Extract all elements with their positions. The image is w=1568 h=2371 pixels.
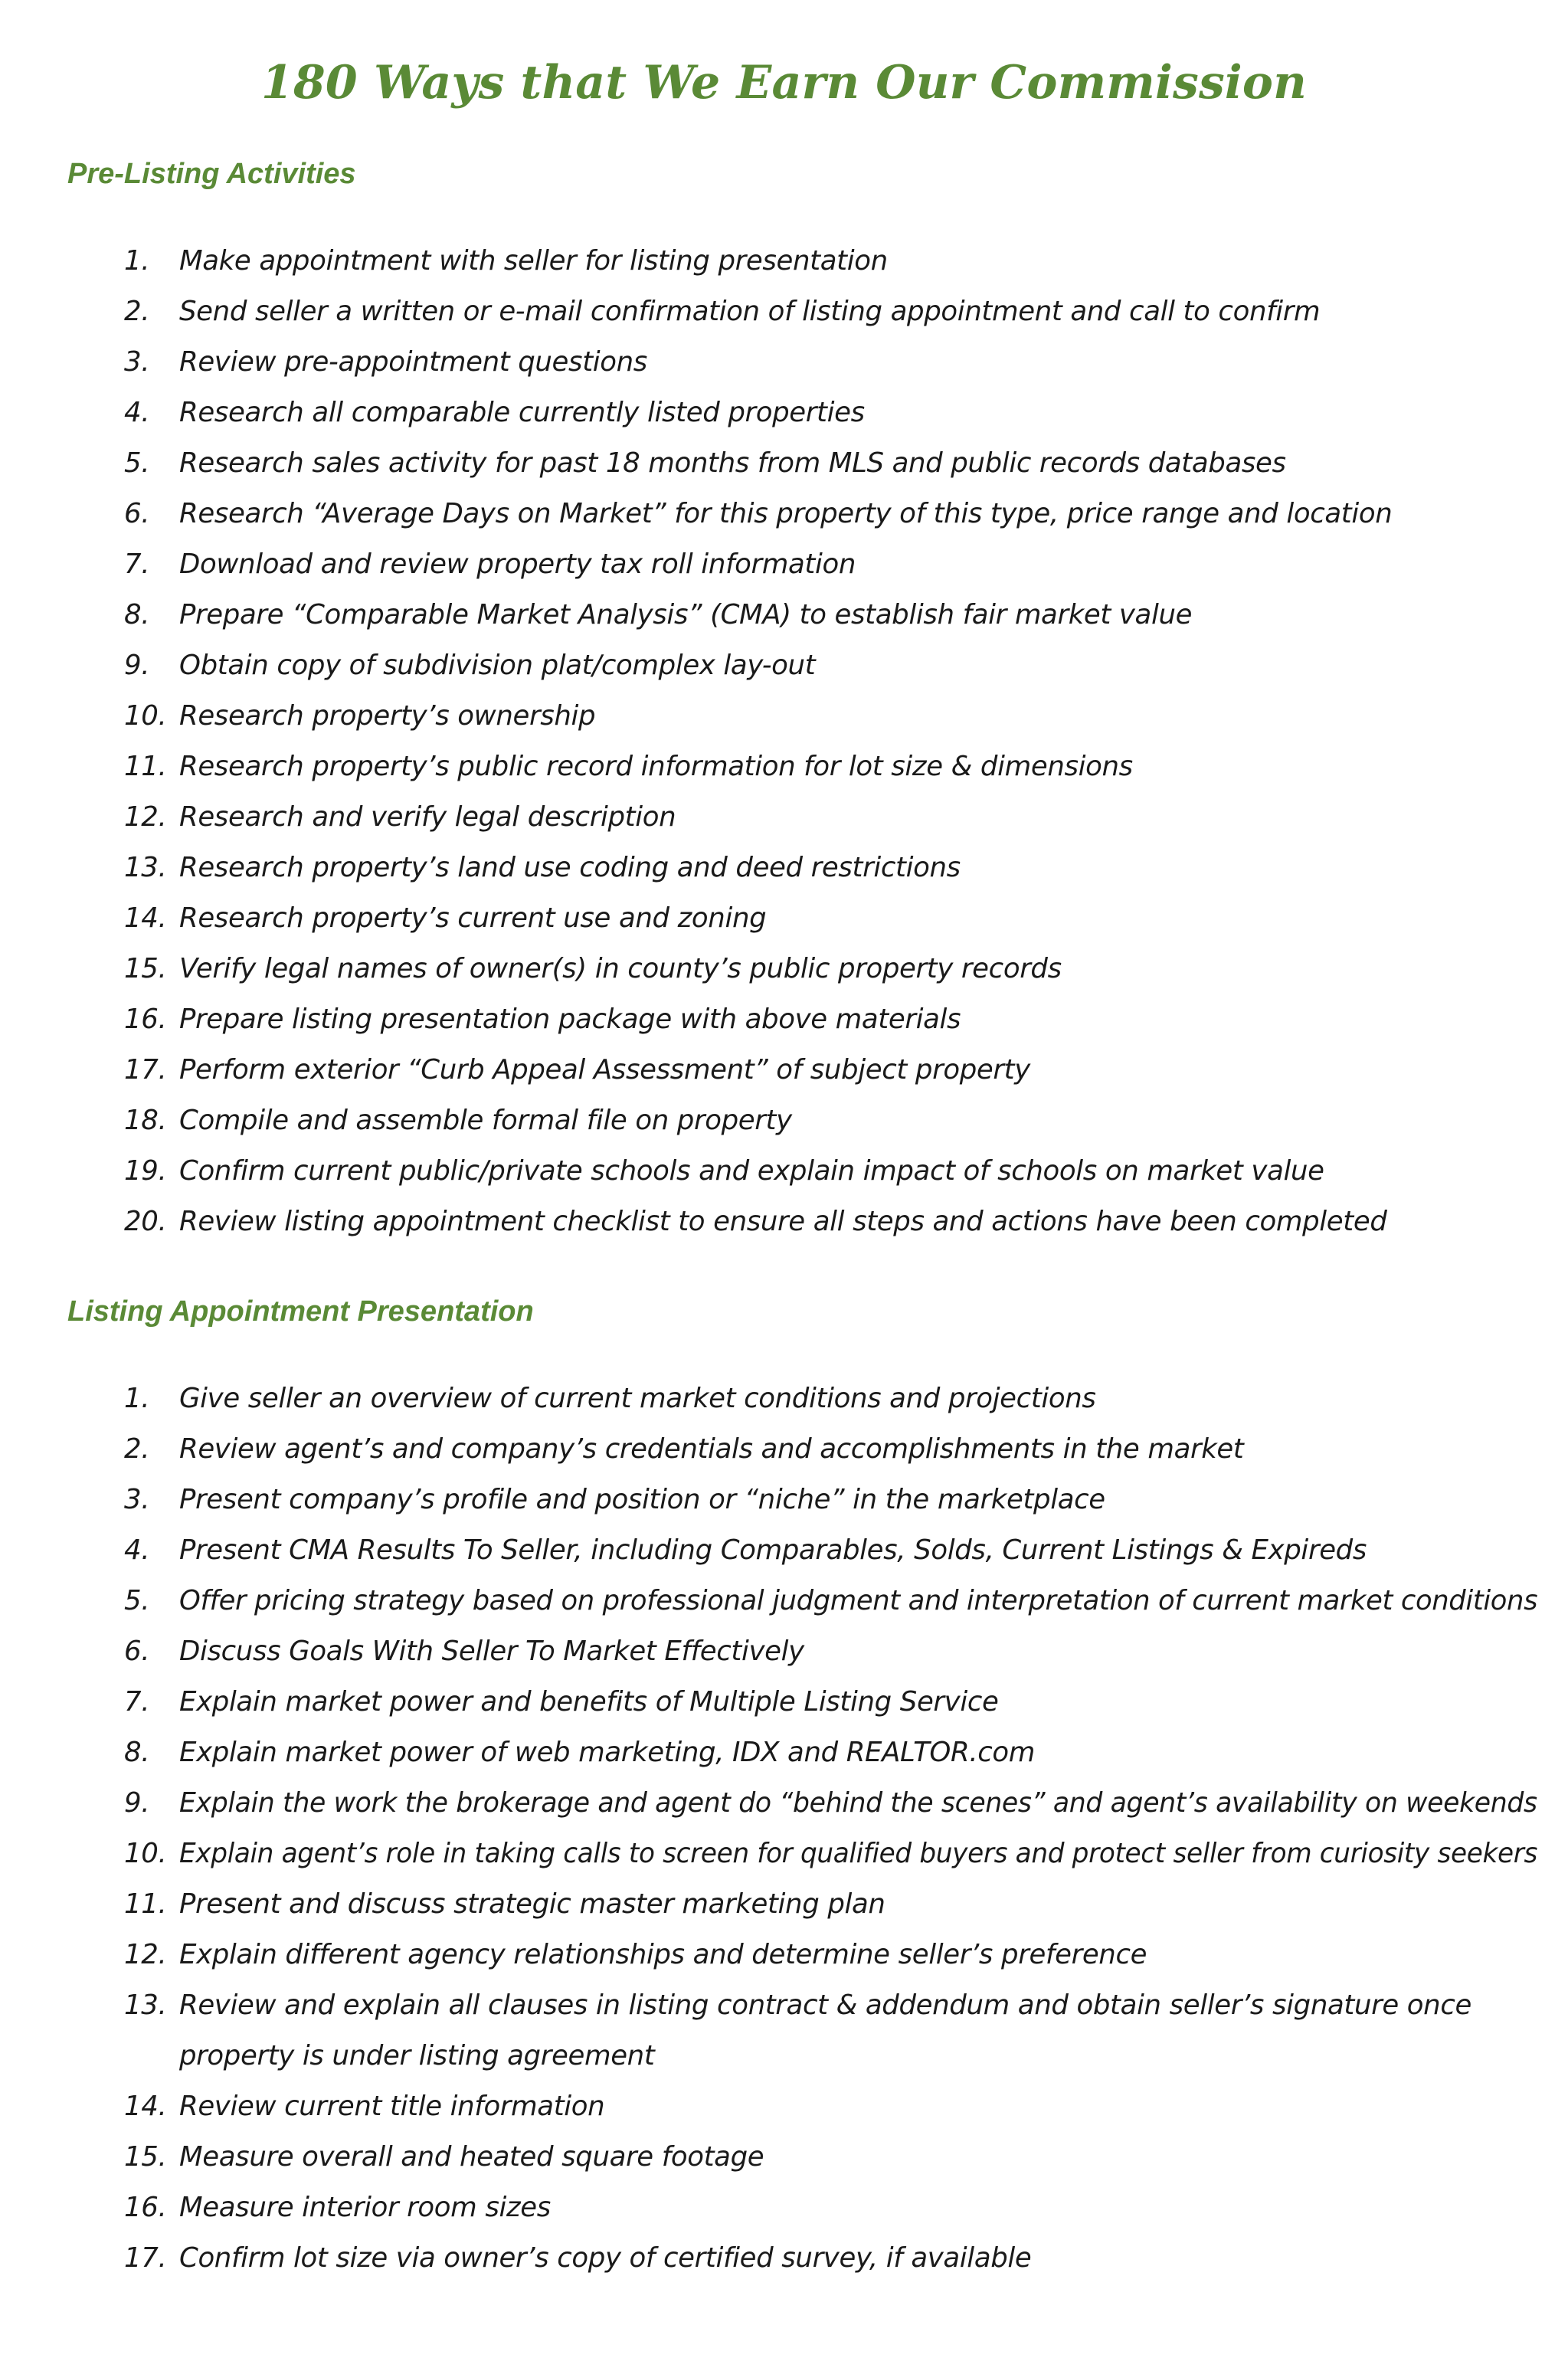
list-item (0, 944, 1568, 994)
list-item (0, 388, 1568, 438)
list-item-number: 12. (124, 801, 167, 833)
list-item-number: 18. (124, 1105, 167, 1136)
list-item-text: Confirm lot size via owner’s copy of certified survey, if available (179, 2242, 1032, 2274)
list-item-text: Review current title information (179, 2091, 605, 2122)
list-item-number: 8. (124, 1737, 150, 1768)
list-item-text: Give seller an overview of current market conditions and projections (179, 1383, 1096, 1414)
list-item-number: 13. (124, 1989, 167, 2021)
list-item-number: 9. (124, 650, 150, 681)
list-item (0, 1879, 1568, 1930)
list-item-text: Explain agent’s role in taking calls to screen for qualified buyers and protect seller from curiosity seekers (179, 1838, 1538, 1869)
list-item (0, 893, 1568, 944)
list-item-text: Obtain copy of subdivision plat/complex lay-out (179, 650, 816, 681)
list-item (0, 236, 1568, 287)
list-item-text: Present and discuss strategic master marketing plan (179, 1888, 885, 1920)
list-item (0, 994, 1568, 1045)
list-item-text: Research property’s public record information for lot size & dimensions (179, 751, 1133, 782)
list-item-number: 15. (124, 2141, 167, 2173)
list-item (0, 1778, 1568, 1829)
list-item-text: Research all comparable currently listed properties (179, 397, 865, 428)
list-item (0, 1930, 1568, 1980)
list-item (0, 843, 1568, 893)
list-item (0, 1045, 1568, 1095)
list-item-number: 8. (124, 599, 150, 630)
list-item-number: 6. (124, 498, 150, 529)
list-item-text: Perform exterior “Curb Appeal Assessment” of subject property (179, 1054, 1030, 1086)
list-item (0, 590, 1568, 640)
list-item-text: Present CMA Results To Seller, including Comparables, Solds, Current Listings & Expireds (179, 1534, 1367, 1566)
list-item-text: Make appointment with seller for listing presentation (179, 245, 888, 277)
list-item-number: 2. (124, 1433, 150, 1465)
list-item-number: 13. (124, 852, 167, 883)
list-item-number: 16. (124, 1004, 167, 1035)
list-item-number: 17. (124, 1054, 167, 1086)
list-item (0, 1626, 1568, 1677)
list-item (0, 1374, 1568, 1424)
list-item-text: Research sales activity for past 18 months from MLS and public records databases (179, 447, 1286, 479)
list-item-text: Explain different agency relationships and determine seller’s preference (179, 1939, 1147, 1970)
list-item-number: 7. (124, 1686, 150, 1718)
list-item (0, 2081, 1568, 2132)
page-title: 180 Ways that We Earn Our Commission (261, 56, 1307, 110)
list-item (0, 1525, 1568, 1576)
list-item-text: Review and explain all clauses in listing contract & addendum and obtain seller’s signature once property is under listing agreement (179, 1989, 1471, 2071)
list-item-text: Research “Average Days on Market” for this property of this type, price range and location (179, 498, 1393, 529)
list-item (0, 792, 1568, 843)
list-item-number: 1. (124, 245, 150, 277)
list-item-number: 5. (124, 447, 150, 479)
list-item-number: 17. (124, 2242, 167, 2274)
list-item-number: 6. (124, 1636, 150, 1667)
list-item-number: 19. (124, 1155, 167, 1187)
list-item-number: 11. (124, 1888, 167, 1920)
list-item-number: 4. (124, 1534, 150, 1566)
list-item (0, 2132, 1568, 2183)
list-item (0, 1197, 1568, 1247)
list-item (0, 1424, 1568, 1475)
list-item-number: 16. (124, 2192, 167, 2223)
list-item (0, 1829, 1568, 1879)
list-item (0, 489, 1568, 539)
pre-listing-activities-list (0, 236, 1568, 1247)
listing-appointment-presentation-list (0, 1374, 1568, 2284)
list-item-text: Research property’s ownership (179, 700, 596, 732)
list-item-number: 14. (124, 2091, 167, 2122)
list-item-text: Explain the work the brokerage and agent do “behind the scenes” and agent’s availability on weekends (179, 1787, 1537, 1819)
list-item (0, 337, 1568, 388)
list-item-number: 9. (124, 1787, 150, 1819)
list-item-number: 20. (124, 1206, 167, 1237)
list-item (0, 1576, 1568, 1626)
list-item-text: Research property’s current use and zoning (179, 902, 767, 934)
list-item (0, 1980, 1568, 2081)
list-item-text: Explain market power of web marketing, IDX and REALTOR.com (179, 1737, 1036, 1768)
list-item-text: Download and review property tax roll information (179, 549, 856, 580)
list-item-text: Review pre-appointment questions (179, 346, 647, 378)
list-item-text: Prepare listing presentation package with above materials (179, 1004, 961, 1035)
list-item-number: 10. (124, 1838, 167, 1869)
list-item (0, 1095, 1568, 1146)
list-item (0, 1475, 1568, 1525)
list-item-number: 15. (124, 953, 167, 984)
list-item-text: Measure overall and heated square footage (179, 2141, 764, 2173)
list-item (0, 539, 1568, 590)
list-item-number: 3. (124, 346, 150, 378)
list-item-text: Review listing appointment checklist to ensure all steps and actions have been completed (179, 1206, 1387, 1237)
list-item-text: Review agent’s and company’s credentials and accomplishments in the market (179, 1433, 1244, 1465)
list-item-number: 7. (124, 549, 150, 580)
list-item-text: Explain market power and benefits of Multiple Listing Service (179, 1686, 999, 1718)
list-item-text: Research and verify legal description (179, 801, 676, 833)
list-item-number: 1. (124, 1383, 150, 1414)
section-heading-pre-listing: Pre-Listing Activities (67, 158, 356, 190)
list-item (0, 640, 1568, 691)
list-item-text: Discuss Goals With Seller To Market Effectively (179, 1636, 804, 1667)
list-item (0, 1677, 1568, 1727)
list-item (0, 2183, 1568, 2233)
list-item-text: Compile and assemble formal file on property (179, 1105, 792, 1136)
list-item-number: 2. (124, 296, 150, 327)
list-item-number: 12. (124, 1939, 167, 1970)
section-heading-listing-appointment: Listing Appointment Presentation (67, 1295, 534, 1328)
list-item-number: 11. (124, 751, 167, 782)
list-item-text: Confirm current public/private schools and explain impact of schools on market value (179, 1155, 1324, 1187)
list-item-text: Research property’s land use coding and deed restrictions (179, 852, 961, 883)
list-item-text: Verify legal names of owner(s) in county’s public property records (179, 953, 1062, 984)
list-item-number: 14. (124, 902, 167, 934)
list-item-text: Present company’s profile and position or “niche” in the marketplace (179, 1484, 1105, 1515)
list-item-text: Offer pricing strategy based on professional judgment and interpretation of current market conditions (179, 1585, 1538, 1616)
list-item (0, 438, 1568, 489)
list-item-text: Send seller a written or e-mail confirmation of listing appointment and call to confirm (179, 296, 1321, 327)
list-item (0, 1146, 1568, 1197)
list-item-text: Prepare “Comparable Market Analysis” (CMA) to establish fair market value (179, 599, 1193, 630)
list-item (0, 2233, 1568, 2284)
list-item-number: 4. (124, 397, 150, 428)
list-item-text: Measure interior room sizes (179, 2192, 551, 2223)
list-item (0, 287, 1568, 337)
list-item-number: 5. (124, 1585, 150, 1616)
list-item-number: 3. (124, 1484, 150, 1515)
list-item (0, 691, 1568, 742)
list-item-number: 10. (124, 700, 167, 732)
list-item (0, 742, 1568, 792)
list-item (0, 1727, 1568, 1778)
